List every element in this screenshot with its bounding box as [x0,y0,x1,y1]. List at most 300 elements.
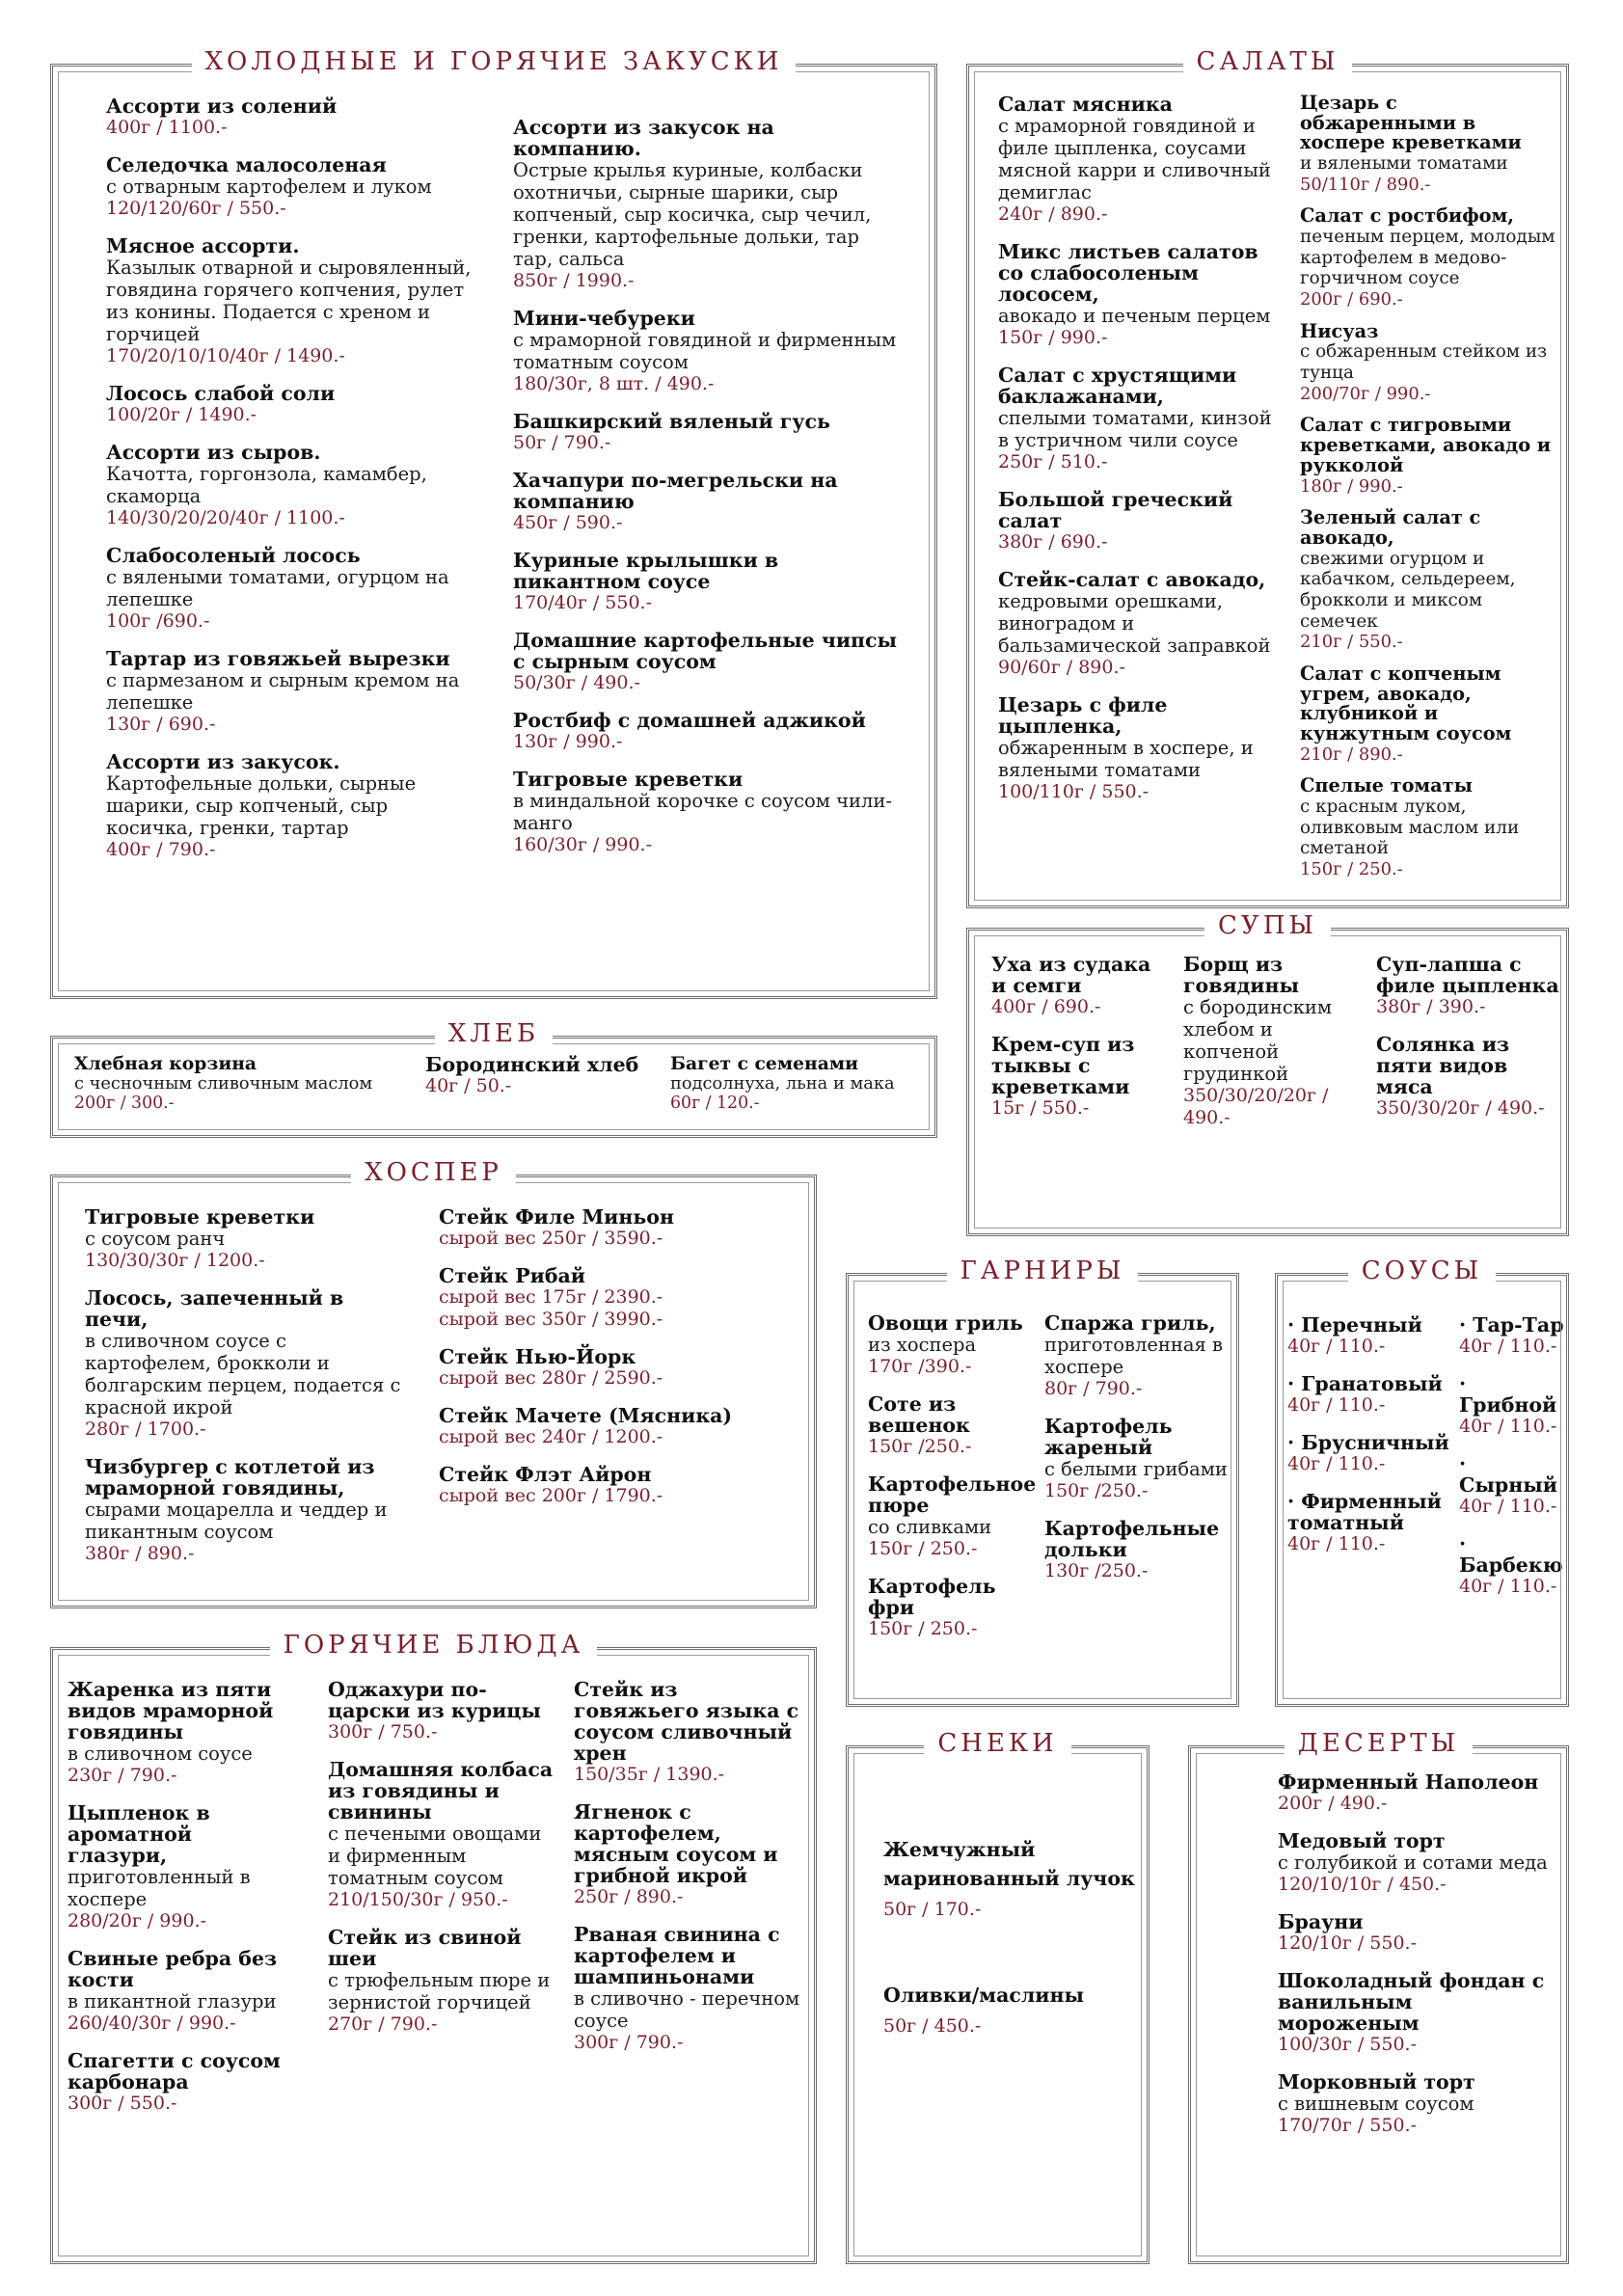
section-title-text: СНЕКИ [924,1731,1070,1756]
item-price: 40г / 50.- [425,1075,512,1096]
item-desc: Острые крылья куриные, колбаски охотничьи, сырные шарики, сыр копченый, сыр косичка, сыр чечил, гренки, картофельные дольки, тар тар, сальса [513,159,872,270]
item-price: 40г / 110.- [1459,1576,1557,1597]
item-name: Свиные ребра без кости [68,1947,278,1991]
menu-item [425,1054,657,1097]
item-desc: с белыми грибами [1044,1458,1228,1480]
menu-item [513,710,899,753]
column-left [998,94,1278,819]
item-name: Оливки/маслины [883,1984,1085,2007]
menu-item [328,1759,559,1911]
item-price: сырой вес 280г / 2590.- [439,1367,663,1389]
menu-item [439,1405,800,1448]
menu-item [868,1473,1037,1560]
column-1 [991,954,1165,1135]
item-name: Тигровые креветки [85,1205,315,1229]
item-price: 80г / 790.- [1044,1378,1143,1399]
item-desc: приготовленная в хоспере [1044,1334,1223,1378]
menu-item [1183,954,1362,1129]
item-name: Жаренка из пяти видов мраморной говядины [68,1678,274,1743]
menu-item [868,1576,1037,1640]
section-garniry [846,1256,1239,1707]
item-name: Шоколадный фондан с ванильным мороженым [1278,1969,1545,2035]
item-name: Башкирский вяленый гусь [513,410,830,433]
item-price: 400г / 1100.- [106,117,228,138]
item-price: сырой вес 175г / 2390.- [439,1286,663,1308]
item-price: 50/110г / 890.- [1300,174,1431,195]
menu-item [1278,1771,1557,1815]
item-desc: свежими огурцом и кабачком, сельдереем, брокколи и миксом семечек [1300,548,1516,632]
item-name: Мясное ассорти. [106,234,300,257]
item-name: Большой греческий салат [998,488,1233,532]
menu-item [998,365,1278,473]
item-name: Домашние картофельные чипсы с сырным соусом [513,629,898,673]
item-price: 170г /390.- [868,1356,972,1377]
item-name: Жемчужный маринованный лучок [883,1838,1135,1890]
item-name: Спагетти с соусом карбонара [68,2049,281,2093]
section-title [849,1258,1236,1283]
item-desc: с пармезаном и сырным кремом на лепешке [106,669,460,714]
menu-item [513,550,899,614]
menu-item [1044,1416,1228,1502]
menu-item [1278,2071,1557,2137]
item-name: Картофельные дольки [1044,1517,1220,1561]
item-desc: сырами моцарелла и чеддер и пикантным соусом [85,1499,388,1543]
section-zakuski [50,47,937,999]
item-desc: в сливочном соусе [68,1742,253,1765]
item-name: Суп-лапша с филе цыпленка [1376,953,1559,997]
item-price: 250г / 510.- [998,451,1108,473]
menu-item [1300,508,1555,653]
item-name: Нисуаз [1300,319,1379,342]
item-name: Морковный торт [1278,2070,1475,2093]
column-left [1287,1314,1451,1571]
menu-item [1459,1314,1565,1358]
menu-item [439,1206,800,1250]
item-name: Рваная свинина с картофелем и шампиньонами [574,1923,780,1988]
item-desc: с красным луком, оливковым маслом или сметаной [1300,797,1520,859]
column-3 [1376,954,1569,1135]
section-title [53,49,934,74]
column-left [868,1312,1037,1656]
item-price: 100/20г / 1490.- [106,404,257,425]
section-supy [966,911,1569,1236]
item-desc: приготовленный в хоспере [68,1866,251,1910]
item-desc: печеным перцем, молодым картофелем в медово-горчичном соусе [1300,227,1555,289]
section-goryachie [50,1631,817,2264]
item-name: Медовый торт [1278,1829,1446,1852]
item-name: Оджахури по-царски из курицы [328,1678,541,1722]
menu-item [439,1265,800,1331]
item-price: 50г / 450.- [883,2015,982,2037]
item-name: Ассорти из сыров. [106,441,321,464]
item-name: Ростбиф с домашней аджикой [513,709,866,732]
menu-item [998,94,1278,226]
item-name: Стейк Мачете (Мясника) [439,1404,733,1427]
item-name: Ассорти из солений [106,95,338,118]
menu-item [1300,416,1555,497]
menu-item [85,1206,413,1272]
item-price: 120/120/60г / 550.- [106,198,286,219]
item-name: Зеленый салат с авокадо, [1300,506,1481,549]
column-1 [68,1679,294,2130]
item-desc: Качотта, горгонзола, камамбер, скаморца [106,463,427,507]
item-price: 130г / 690.- [106,714,216,735]
item-price: 40г / 110.- [1459,1496,1557,1517]
item-desc: с бородинским хлебом и копченой грудинкой [1183,996,1333,1085]
item-price: 40г / 110.- [1287,1336,1386,1357]
menu-item [106,751,477,861]
item-price: 130/30/30г / 1200.- [85,1250,265,1271]
menu-item [1044,1312,1228,1400]
column-2 [1183,954,1362,1145]
section-title [53,1160,814,1185]
menu-item [998,241,1278,349]
item-name: Слабосоленый лосось [106,544,361,567]
item-name: Картофель жареный [1044,1415,1173,1459]
item-name: Салат с тигровыми креветками, авокадо и рукколой [1300,414,1552,476]
item-desc: в сливочно - перечном соусе [574,1987,800,2032]
menu-item [1278,1970,1557,2056]
menu-item [1287,1373,1451,1417]
section-salaty [966,47,1569,908]
menu-item [106,648,477,736]
item-desc: из хоспера [868,1334,977,1356]
menu-item [106,95,477,139]
item-name: Стейк Филе Миньон [439,1205,674,1229]
item-name: Крем-суп из тыквы с креветками [991,1033,1135,1098]
item-name: Цезарь с филе цыпленка, [998,693,1168,738]
item-name: Тигровые креветки [513,768,744,791]
menu-item [1300,94,1555,195]
menu-item [106,235,477,367]
item-name: Хачапури по-мегрельски на компанию [513,469,838,513]
item-price: 300г / 790.- [574,2032,684,2053]
section-title-text: САЛАТЫ [1183,49,1353,74]
item-price: 400г / 790.- [106,839,216,860]
item-name: Салат с копченым угрем, авокадо, клубникой и кунжутным соусом [1300,662,1512,744]
item-name: Салат с хрустящими баклажанами, [998,364,1237,408]
item-price: 380г / 690.- [998,531,1108,553]
menu-item [998,694,1278,803]
item-name: Цезарь с обжаренными в хоспере креветками [1300,92,1522,154]
item-name: · Брусничный [1287,1431,1449,1454]
item-price: сырой вес 200г / 1790.- [439,1485,663,1506]
item-name: · Перечный [1287,1313,1422,1337]
item-price: 150/35г / 1390.- [574,1764,725,1785]
column-2 [425,1054,657,1113]
menu-item [513,411,899,454]
item-name: Бородинский хлеб [425,1053,639,1076]
column-right [1044,1312,1228,1598]
item-desc: с вишневым соусом [1278,2093,1474,2115]
menu-item [1300,776,1555,879]
item-desc: Картофельные дольки, сырные шарики, сыр копченый, сыр косичка, гренки, тартар [106,772,417,839]
item-price: 200г / 300.- [74,1094,175,1114]
item-price: 380г / 890.- [85,1543,195,1564]
menu-item [1278,1911,1557,1955]
item-price: 300г / 550.- [68,2093,177,2114]
item-desc: с обжаренным стейком из тунца [1300,341,1548,384]
menu-item [513,308,899,395]
item-price: 450г / 590.- [513,512,623,533]
item-name: Картофельное пюре [868,1472,1037,1517]
menu-item [68,1679,294,1787]
menu-item [439,1464,800,1507]
item-desc: с чесночным сливочным маслом [74,1073,373,1094]
item-price: 350/30/20г / 490.- [1376,1097,1545,1119]
item-price: 270г / 790.- [328,2013,438,2035]
item-name: Лосось, запеченный в печи, [85,1286,344,1331]
menu-item [106,383,477,426]
section-hleb [50,1019,937,1138]
item-price: 400г / 690.- [991,996,1101,1017]
item-price: 90/60г / 890.- [998,657,1125,678]
item-price: 210г / 890.- [1300,743,1403,765]
item-name: Лосось слабой соли [106,382,336,405]
item-price: сырой вес 250г / 3590.- [439,1228,663,1249]
item-price: 200/70г / 990.- [1300,383,1431,404]
menu-item [574,1924,805,2054]
item-name: Соте из вешенок [868,1392,970,1437]
section-title [1278,1258,1566,1283]
item-desc: с вялеными томатами, огурцом на лепешке [106,566,449,610]
item-price: 50/30г / 490.- [513,672,640,693]
menu-item [439,1346,800,1390]
item-price: 210/150/30г / 950.- [328,1889,508,1910]
item-desc: с отварным картофелем и луком [106,176,432,198]
section-title-text: СУПЫ [1204,913,1331,938]
item-desc: в миндальной корочке с соусом чили-манго [513,790,893,834]
item-name: Тартар из говяжьей вырезки [106,647,450,670]
item-price-alt: сырой вес 350г / 3990.- [439,1309,663,1330]
item-price: 260/40/30г / 990.- [68,2012,236,2034]
item-name: · Фирменный томатный [1287,1490,1442,1534]
item-name: Фирменный Наполеон [1278,1770,1539,1794]
section-title [53,1633,814,1658]
item-price: 150г / 250.- [1300,859,1403,880]
section-title-text: ХЛЕБ [435,1021,553,1046]
item-desc: в пикантной глазури [68,1990,277,2012]
menu-item [991,1034,1165,1120]
item-price: 150г / 250.- [868,1538,978,1559]
menu-item [991,954,1165,1018]
menu-item [1376,1034,1569,1120]
menu-item [868,1393,1037,1458]
menu-item [1376,954,1569,1018]
menu-item [328,1679,559,1743]
item-name: Стейк из свиной шеи [328,1926,522,1970]
menu-item [68,1802,294,1932]
item-name: Салат с ростбифом, [1300,204,1514,228]
section-title-text: ГАРНИРЫ [947,1258,1139,1283]
menu-item [1044,1518,1228,1582]
item-price: 240г / 890.- [998,203,1108,225]
menu-item [1300,664,1555,765]
menu-item [1459,1373,1565,1438]
menu-item [1278,1830,1557,1896]
item-price: 15г / 550.- [991,1097,1090,1119]
item-price: 350/30/20/20г / 490.- [1183,1085,1329,1128]
item-desc: с мраморной говядиной и филе цыпленка, соусами мясной карри и сливочный демиглас [998,115,1271,203]
section-title [1191,1731,1566,1756]
column [1278,1771,1557,2152]
section-sousy [1275,1256,1569,1707]
menu-item [513,470,899,534]
section-sneki [846,1729,1150,2264]
item-name: Спелые томаты [1300,774,1473,797]
menu-item [998,569,1278,679]
menu-item [670,1054,931,1114]
section-deserty [1188,1729,1569,2264]
item-price: 40г / 110.- [1459,1416,1557,1437]
item-desc: с голубикой и сотами меда [1278,1851,1548,1874]
item-price: 50г / 790.- [513,432,611,453]
item-price: 180г / 990.- [1300,475,1403,497]
menu-item [513,769,899,856]
item-price: 100г /690.- [106,610,210,632]
item-price: 140/30/20/20/40г / 1100.- [106,507,345,528]
menu-item [106,545,477,633]
menu-item [883,1981,1144,2038]
column-2 [328,1679,559,2051]
menu-item [998,489,1278,554]
item-price: 40г / 110.- [1459,1336,1557,1357]
column-1 [74,1054,412,1123]
column-left [106,95,477,877]
item-name: Ассорти из закусок. [106,750,340,773]
item-name: Ягненок с картофелем, мясным соусом и грибной икрой [574,1800,778,1887]
menu-item [883,1835,1144,1921]
column-left [85,1206,413,1580]
item-name: Стейк-салат с авокадо, [998,568,1266,591]
menu-item [106,442,477,529]
menu-item [574,1679,805,1786]
column-right [1300,94,1555,892]
item-name: Ассорти из закусок на компанию. [513,116,774,160]
item-name: · Гранатовый [1287,1372,1443,1395]
item-price: 150г /250.- [1044,1480,1149,1501]
menu-item [1287,1491,1451,1555]
menu-item [868,1312,1037,1378]
item-desc: подсолнуха, льна и мака [670,1073,895,1094]
item-price: 170/40г / 550.- [513,592,653,613]
menu-item [74,1054,412,1114]
item-desc: в сливочном соусе с картофелем, брокколи и болгарским перцем, подается с красной икрой [85,1330,401,1418]
item-price: 300г / 750.- [328,1721,438,1742]
item-name: Овощи гриль [868,1311,1023,1335]
item-name: Мини-чебуреки [513,307,695,330]
menu-item [1300,206,1555,310]
item-price: 210г / 550.- [1300,632,1403,653]
menu-item [68,1948,294,2035]
item-price: 120/10/10г / 450.- [1278,1874,1447,1895]
column-3 [574,1679,805,2069]
section-title [849,1731,1147,1756]
item-desc: Казылык отварной и сыровяленный, говядина горячего копчения, рулет из конины. Подается с хреном и горчицей [106,257,472,345]
item-desc: со сливками [868,1516,992,1538]
item-name: Багет с семенами [670,1053,858,1074]
item-name: Картофель фри [868,1575,996,1619]
section-hosper [50,1158,817,1608]
column-3 [670,1054,931,1123]
item-name: Куриные крылышки в пикантном соусе [513,549,779,593]
item-name: Цыпленок в ароматной глазури, [68,1801,210,1867]
item-desc: спелыми томатами, кинзой в устричном чили соусе [998,407,1272,451]
item-desc: с мраморной говядиной и фирменным томатным соусом [513,329,897,373]
item-price: 250г / 890.- [574,1886,684,1907]
item-name: Солянка из пяти видов мяса [1376,1033,1510,1098]
item-name: · Барбекю [1459,1532,1563,1577]
item-price: 150г / 250.- [868,1618,978,1639]
item-name: · Грибной [1459,1372,1557,1417]
item-desc: с печеными овощами и фирменным томатным соусом [328,1823,542,1889]
item-desc: с соусом ранч [85,1228,226,1250]
item-price: 280г / 1700.- [85,1418,206,1440]
item-name: · Сырный [1459,1452,1557,1497]
item-price: 40г / 110.- [1287,1394,1386,1416]
menu-item [1287,1314,1451,1358]
section-title-text: ГОРЯЧИЕ БЛЮДА [270,1633,598,1658]
item-price: 180/30г, 8 шт. / 490.- [513,373,715,394]
item-price: 50г / 170.- [883,1899,982,1920]
item-desc: авокадо и печеным перцем [998,305,1271,327]
menu-item [1459,1533,1565,1598]
item-price: 40г / 110.- [1287,1533,1386,1554]
column-right [1459,1314,1565,1613]
item-price: 170/20/10/10/40г / 1490.- [106,345,345,366]
item-price: 200г / 490.- [1278,1793,1388,1814]
section-title [969,49,1566,74]
menu-item [85,1456,413,1565]
menu-item [513,117,899,292]
item-desc: обжаренным в хоспере, и вялеными томатами [998,737,1254,781]
menu-item [106,154,477,220]
item-price: 200г / 690.- [1300,289,1403,311]
column [883,1835,1144,2053]
item-price: 40г / 110.- [1287,1453,1386,1474]
item-name: Уха из судака и семги [991,953,1151,997]
item-name: Стейк из говяжьего языка с соусом сливочный хрен [574,1678,799,1765]
item-name: Микс листьев салатов со слабосоленым лососем, [998,240,1258,306]
section-title [53,1021,934,1046]
section-title-text: ДЕСЕРТЫ [1285,1731,1473,1756]
section-title-text: ХОЛОДНЫЕ И ГОРЯЧИЕ ЗАКУСКИ [192,49,797,74]
item-name: Стейк Флэт Айрон [439,1463,652,1486]
item-name: Стейк Рибай [439,1264,585,1287]
section-title-text: ХОСПЕР [351,1160,516,1185]
item-price: 380г / 390.- [1376,996,1486,1017]
menu-item [1300,319,1555,405]
item-price: 130г / 990.- [513,731,623,752]
item-name: Хлебная корзина [74,1053,257,1074]
item-name: Борщ из говядины [1183,953,1300,997]
item-name: Стейк Нью-Йорк [439,1345,636,1368]
item-price: 170/70г / 550.- [1278,2115,1418,2136]
item-price: 150г /250.- [868,1436,972,1457]
item-name: Спаржа гриль, [1044,1311,1216,1335]
item-desc: кедровыми орешками, виноградом и бальзамической заправкой [998,590,1271,657]
item-desc: и вялеными томатами [1300,153,1508,175]
item-price: 160/30г / 990.- [513,834,653,855]
item-name: Салат мясника [998,93,1173,116]
item-name: Чизбургер с котлетой из мраморной говядины, [85,1455,375,1499]
item-price: 100/110г / 550.- [998,781,1150,802]
menu-item [68,2050,294,2115]
item-desc: с трюфельным пюре и зернистой горчицей [328,1969,551,2013]
menu-item [85,1287,413,1441]
item-price: 130г /250.- [1044,1560,1149,1581]
item-price: 850г / 1990.- [513,270,635,291]
